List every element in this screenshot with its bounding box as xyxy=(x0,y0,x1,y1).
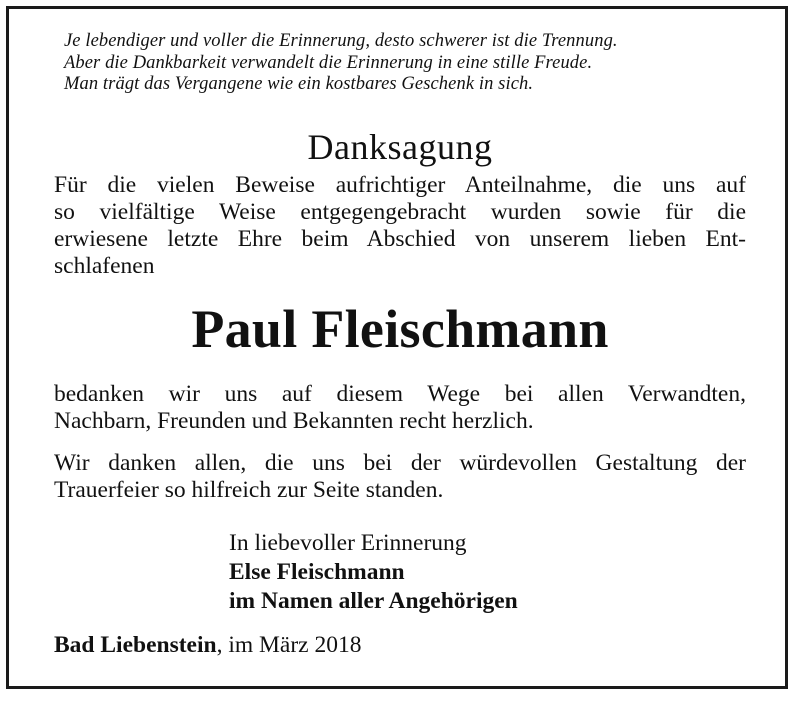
ceremony-thanks-paragraph xyxy=(54,450,746,504)
deceased-name: Paul Fleischmann xyxy=(191,299,609,359)
place-date: , im März 2018 xyxy=(216,632,362,658)
intro-line: so vielfältige Weise entgegengebracht wurden sowie für die xyxy=(54,199,746,225)
motto-line: Je lebendiger und voller die Erinnerung, desto schwerer ist die Trennung. xyxy=(64,31,618,51)
motto-quote xyxy=(64,31,618,96)
ceremony-thanks-line: Trauerfeier so hilfreich zur Seite standen. xyxy=(54,477,444,503)
intro-line: Für die vielen Beweise aufrichtiger Anteilnahme, die uns auf xyxy=(54,172,746,198)
signature-block xyxy=(229,529,518,616)
motto-line: Aber die Dankbarkeit verwandelt die Erinnerung in eine stille Freude. xyxy=(64,52,593,73)
intro-paragraph xyxy=(54,172,746,280)
ceremony-thanks-line: Wir danken allen, die uns bei der würdevollen Gestaltung der xyxy=(54,450,746,476)
thanks-line: Nachbarn, Freunden und Bekannten recht herzlich. xyxy=(54,408,534,434)
intro-line: schlafenen xyxy=(54,253,155,279)
thanks-line: bedanken wir uns auf diesem Wege bei allen Verwandten, xyxy=(54,381,746,407)
intro-line: erwiesene letzte Ehre beim Abschied von unserem lieben Ent- xyxy=(54,226,746,252)
place-date-line xyxy=(54,631,361,660)
signature-on-behalf: im Namen aller Angehörigen xyxy=(229,588,518,614)
motto-line: Man trägt das Vergangene wie ein kostbares Geschenk in sich. xyxy=(64,74,534,94)
thanks-paragraph xyxy=(54,381,746,435)
signature-name: Else Fleischmann xyxy=(229,559,405,585)
notice-heading: Danksagung xyxy=(307,127,493,167)
signature-intro: In liebevoller Erinnerung xyxy=(229,530,467,556)
place-town: Bad Liebenstein xyxy=(54,632,217,658)
